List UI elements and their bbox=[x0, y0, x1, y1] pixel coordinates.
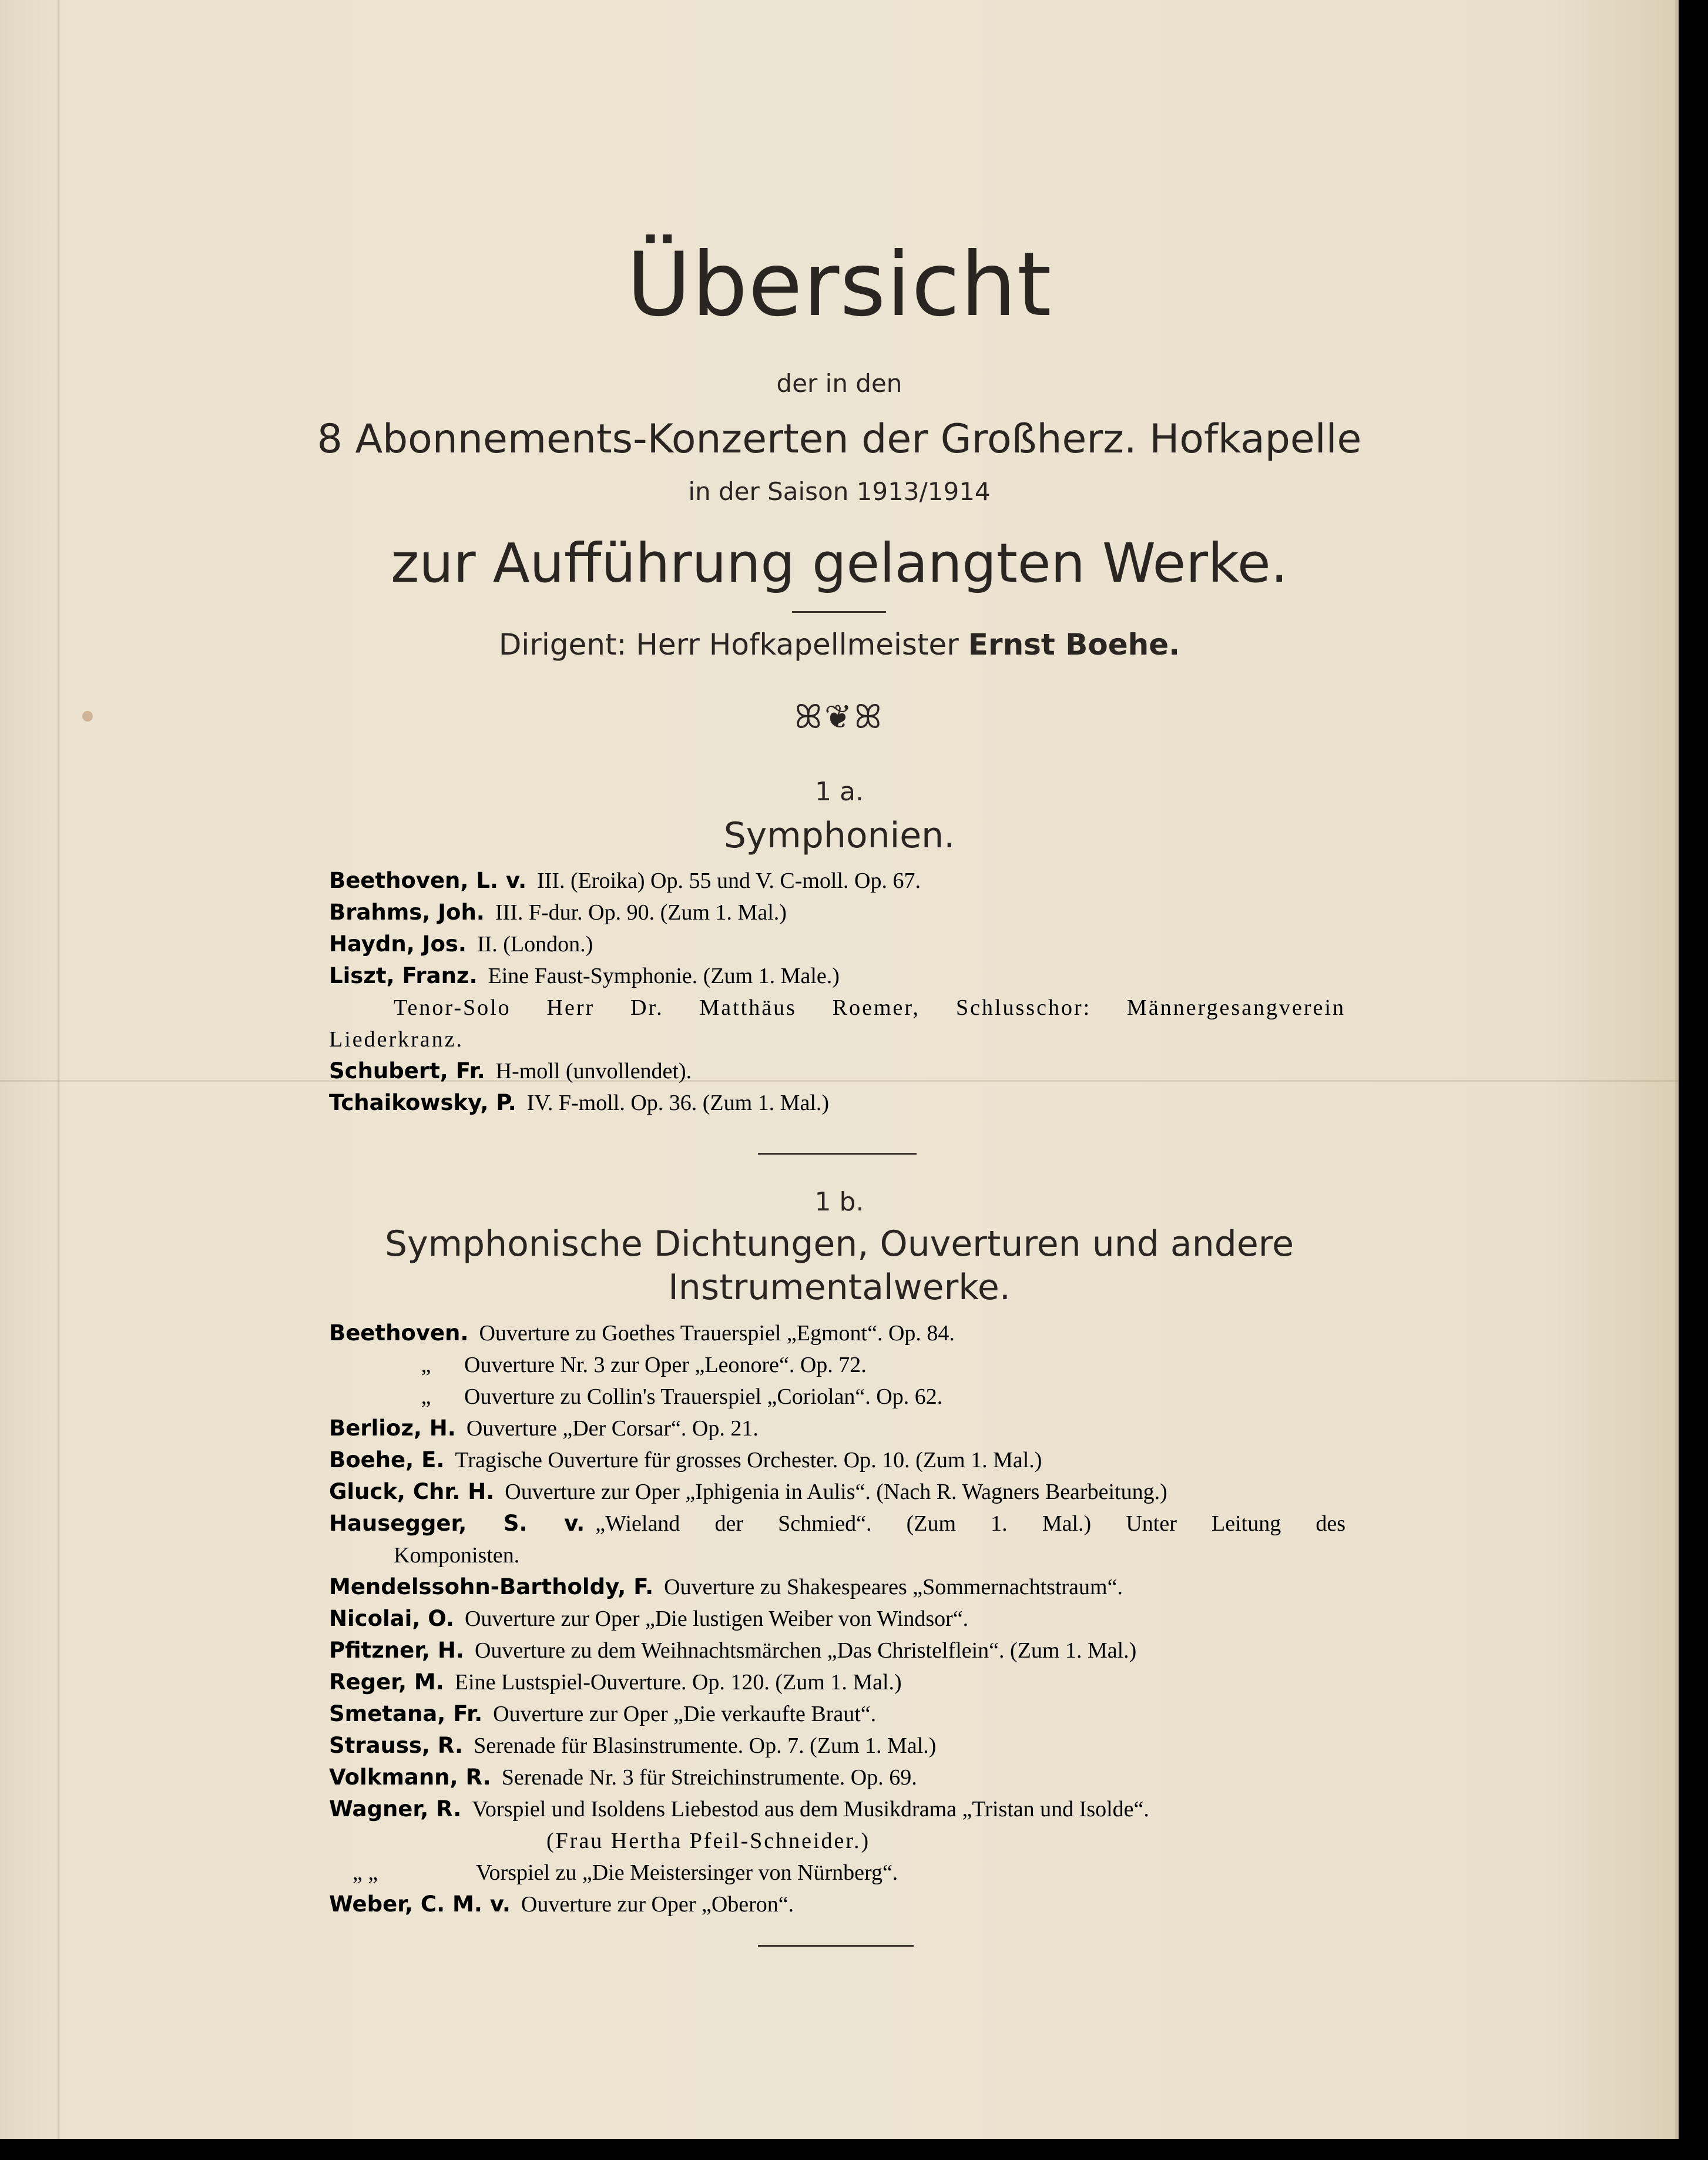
section-1a-number: 1 a. bbox=[815, 777, 864, 807]
list-item: Brahms, Joh. III. F-dur. Op. 90. (Zum 1. Mal.) bbox=[329, 900, 787, 925]
section-1b-title-line-1: Symphonische Dichtungen, Ouverturen und andere bbox=[385, 1223, 1294, 1265]
subtitle-line-2: 8 Abonnements-Konzerten der Großherz. Hofkapelle bbox=[317, 416, 1362, 462]
list-item: Beethoven. Ouverture zu Goethes Trauerspiel „Egmont“. Op. 84. bbox=[329, 1320, 955, 1346]
section-divider-bottom bbox=[758, 1945, 914, 1947]
section-1b-title-line-2: Instrumentalwerke. bbox=[668, 1267, 1011, 1308]
ornament-icon: ꕤ❦ꕤ bbox=[794, 698, 884, 736]
list-item: Tchaikowsky, P. IV. F-moll. Op. 36. (Zum 1. Mal.) bbox=[329, 1090, 830, 1115]
list-item: Liszt, Franz. Eine Faust-Symphonie. (Zum 1. Male.) bbox=[329, 963, 840, 988]
list-item: Hausegger, S. v. „Wieland der Schmied“. (Zum 1. Mal.) Unter Leitung des bbox=[329, 1511, 1345, 1536]
list-item: Strauss, R. Serenade für Blasinstrumente. Op. 7. (Zum 1. Mal.) bbox=[329, 1733, 937, 1758]
subtitle-line-1: der in den bbox=[776, 369, 902, 398]
section-1b-list bbox=[329, 1317, 1345, 1920]
list-item: „ „ Vorspiel zu „Die Meistersinger von Nürnberg“. bbox=[353, 1860, 898, 1885]
header-divider bbox=[792, 611, 886, 613]
list-item: Haydn, Jos. II. (London.) bbox=[329, 931, 593, 957]
subtitle-line-4: zur Aufführung gelangten Werke. bbox=[391, 532, 1288, 595]
list-item: Smetana, Fr. Ouverture zur Oper „Die verkaufte Braut“. bbox=[329, 1701, 877, 1726]
section-divider bbox=[758, 1153, 917, 1155]
conductor-name: Ernst Boehe. bbox=[968, 628, 1180, 662]
list-item: Boehe, E. Tragische Ouverture für grosses Orchester. Op. 10. (Zum 1. Mal.) bbox=[329, 1447, 1042, 1473]
section-1a-list bbox=[329, 865, 1345, 1119]
list-item: Wagner, R. Vorspiel und Isoldens Liebestod aus dem Musikdrama „Tristan und Isolde“. bbox=[329, 1796, 1149, 1822]
list-item-continuation: Liederkranz. bbox=[329, 1027, 464, 1052]
document-title: Übersicht bbox=[626, 234, 1052, 336]
section-1b-number: 1 b. bbox=[814, 1187, 864, 1217]
list-item-continuation: Tenor-Solo Herr Dr. Matthäus Roemer, Schlusschor: Männergesangverein bbox=[394, 995, 1345, 1020]
list-item: Mendelssohn-Bartholdy, F. Ouverture zu Shakespeares „Sommernachtstraum“. bbox=[329, 1574, 1123, 1599]
list-item: Volkmann, R. Serenade Nr. 3 für Streichinstrumente. Op. 69. bbox=[329, 1765, 917, 1790]
list-item: „ Ouverture Nr. 3 zur Oper „Leonore“. Op. 72. bbox=[421, 1353, 867, 1377]
list-item: Pfitzner, H. Ouverture zu dem Weihnachtsmärchen „Das Christelflein“. (Zum 1. Mal.) bbox=[329, 1638, 1137, 1663]
conductor-prefix: Dirigent: Herr Hofkapellmeister bbox=[498, 628, 959, 662]
list-item: „ Ouverture zu Collin's Trauerspiel „Coriolan“. Op. 62. bbox=[421, 1384, 943, 1409]
section-1a-title: Symphonien. bbox=[723, 815, 955, 856]
list-item-continuation: Komponisten. bbox=[394, 1543, 520, 1568]
conductor-line bbox=[0, 628, 1679, 662]
list-item: Gluck, Chr. H. Ouverture zur Oper „Iphigenia in Aulis“. (Nach R. Wagners Bearbeitung.) bbox=[329, 1479, 1167, 1504]
list-item: Berlioz, H. Ouverture „Der Corsar“. Op. 21. bbox=[329, 1416, 759, 1441]
list-item: Nicolai, O. Ouverture zur Oper „Die lustigen Weiber von Windsor“. bbox=[329, 1606, 969, 1631]
list-item-continuation: (Frau Hertha Pfeil-Schneider.) bbox=[546, 1829, 871, 1853]
list-item: Reger, M. Eine Lustspiel-Ouverture. Op. 120. (Zum 1. Mal.) bbox=[329, 1669, 902, 1695]
list-item: Schubert, Fr. H-moll (unvollendet). bbox=[329, 1058, 692, 1084]
list-item: Weber, C. M. v. Ouverture zur Oper „Oberon“. bbox=[329, 1891, 794, 1917]
list-item: Beethoven, L. v. III. (Eroika) Op. 55 und V. C-moll. Op. 67. bbox=[329, 868, 921, 893]
subtitle-line-3: in der Saison 1913/1914 bbox=[688, 477, 991, 506]
